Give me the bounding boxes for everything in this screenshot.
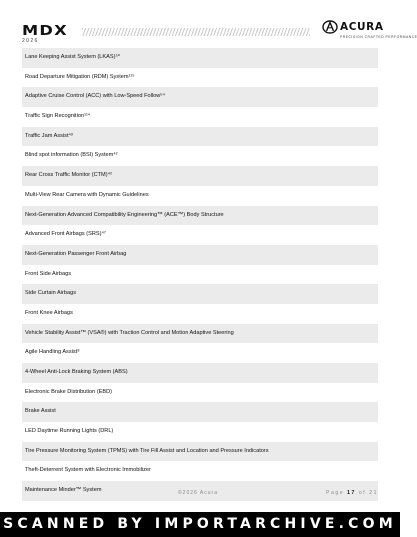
feature-row: Blind spot information (BSI) System⁴² <box>22 146 378 166</box>
feature-row: Theft-Deterrent System with Electronic Immobilizer <box>22 461 378 481</box>
feature-row: LED Daytime Running Lights (DRL) <box>22 422 378 442</box>
page-current: 17 <box>347 490 356 496</box>
page-total: 21 <box>369 490 378 496</box>
model-logo: MDX <box>22 24 68 39</box>
brand-logo <box>322 20 417 42</box>
page-number <box>326 490 378 496</box>
feature-row: 4-Wheel Anti-Lock Braking System (ABS) <box>22 363 378 383</box>
feature-row: Electronic Brake Distribution (EBD) <box>22 383 378 403</box>
scan-watermark-banner: SCANNED BY IMPORTARCHIVE.COM <box>0 512 400 537</box>
model-year: 2026 <box>22 38 39 44</box>
brand-name: ACURA <box>340 21 384 33</box>
acura-emblem-icon <box>322 20 340 34</box>
safety-feature-list <box>22 48 378 501</box>
brand-tagline: PRECISION CRAFTED PERFORMANCE <box>340 35 417 39</box>
feature-row: Traffic Sign Recognition¹¹⁴ <box>22 107 378 127</box>
feature-row: Tire Pressure Monitoring System (TPMS) with Tire Fill Assist and Location and Pressure Indicators <box>22 442 378 462</box>
page-label: Page <box>326 490 345 496</box>
page-of: of <box>358 490 367 496</box>
feature-row: Lane Keeping Assist System (LKAS)⁵⁰ <box>22 48 378 68</box>
feature-row: Next-Generation Advanced Compatibility Engineering™ (ACE™) Body Structure <box>22 206 378 226</box>
feature-row: Vehicle Stability Assist™ (VSA®) with Traction Control and Motion Adaptive Steering <box>22 324 378 344</box>
feature-row: Rear Cross Traffic Monitor (CTM)⁴² <box>22 166 378 186</box>
feature-row: Front Side Airbags <box>22 265 378 285</box>
feature-row: Traffic Jam Assist⁴³ <box>22 127 378 147</box>
feature-row: Side Curtain Airbags <box>22 284 378 304</box>
feature-row: Advanced Front Airbags (SRS)⁴⁷ <box>22 225 378 245</box>
feature-row: Next-Generation Passenger Front Airbag <box>22 245 378 265</box>
feature-row: Agile Handling Assist⁸ <box>22 343 378 363</box>
feature-row: Front Knee Airbags <box>22 304 378 324</box>
feature-row: Maintenance Minder™ System <box>22 481 378 501</box>
feature-row: Brake Assist <box>22 402 378 422</box>
feature-row: Multi-View Rear Camera with Dynamic Guidelines <box>22 186 378 206</box>
feature-row: Adaptive Cruise Control (ACC) with Low-Speed Follow⁵⁴ <box>22 87 378 107</box>
page-header <box>0 0 417 46</box>
feature-row: Road Departure Mitigation (RDM) System¹¹⁵ <box>22 68 378 88</box>
copyright-text: ©2026 Acura <box>178 490 218 496</box>
decorative-hatch-bar <box>82 28 310 36</box>
